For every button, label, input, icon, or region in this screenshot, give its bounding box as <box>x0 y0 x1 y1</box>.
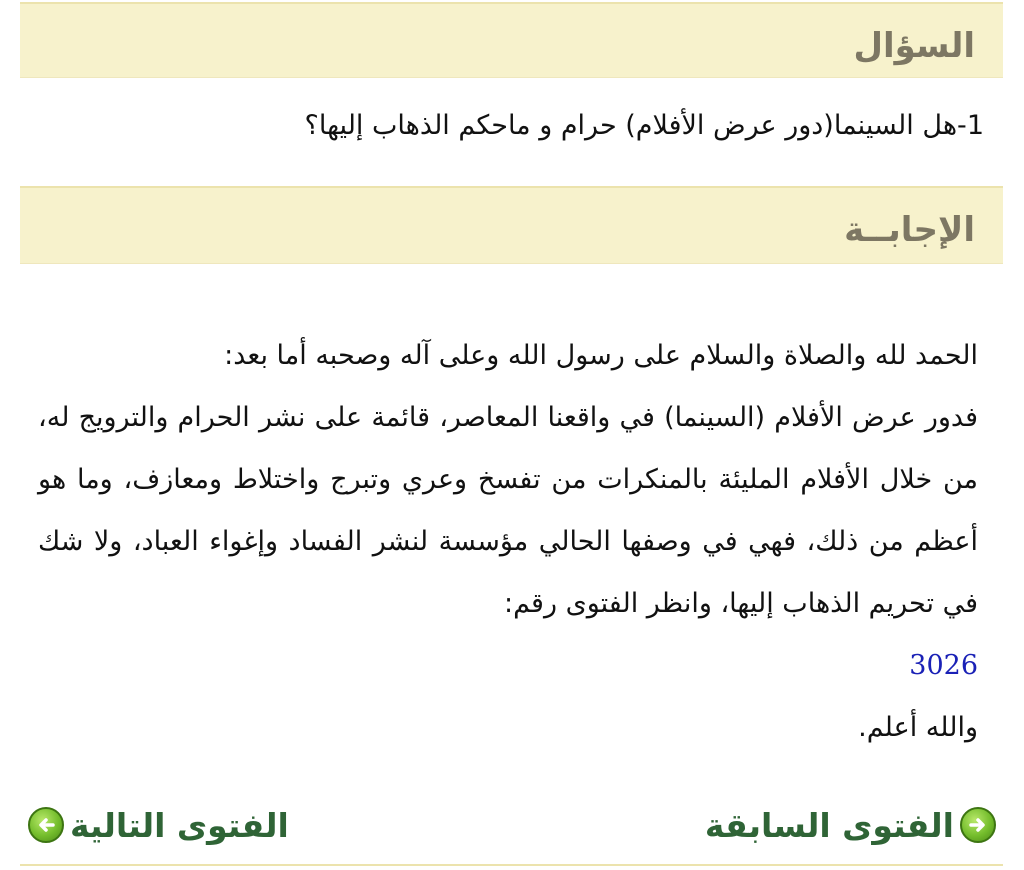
arrow-left-icon <box>28 807 64 843</box>
question-title: السؤال <box>853 26 975 66</box>
answer-closing: والله أعلم. <box>858 712 978 743</box>
answer-opening: الحمد لله والصلاة والسلام على رسول الله وعلى آله وصحبه أما بعد: <box>224 340 978 371</box>
answer-body: فدور عرض الأفلام (السينما) في واقعنا المعاصر، قائمة على نشر الحرام والترويج له، من خلال الأفلام المليئة بالمنكرات من تفسخ وعري وتبرج واختلاط ومعازف، وما هو أعظم من ذلك، فهي في وصفها الحالي مؤسسة لنشر الفساد وإغواء العباد، ولا شك في تحريم الذهاب إليها، وانظر الفتوى رقم: <box>38 402 978 619</box>
next-fatwa-button[interactable] <box>28 800 289 850</box>
previous-fatwa-button[interactable] <box>705 800 996 850</box>
question-text: 1-هل السينما(دور عرض الأفلام) حرام و ماحكم الذهاب إليها؟ <box>304 110 984 141</box>
next-fatwa-label: الفتوى التالية <box>70 805 289 845</box>
arrow-right-icon <box>960 807 996 843</box>
answer-content <box>38 325 978 759</box>
bottom-divider <box>20 864 1003 866</box>
answer-header <box>20 186 1003 264</box>
question-header <box>20 2 1003 78</box>
previous-fatwa-label: الفتوى السابقة <box>704 805 954 845</box>
answer-title: الإجابــة <box>844 210 975 250</box>
fatwa-link[interactable]: 3026 <box>909 650 978 681</box>
